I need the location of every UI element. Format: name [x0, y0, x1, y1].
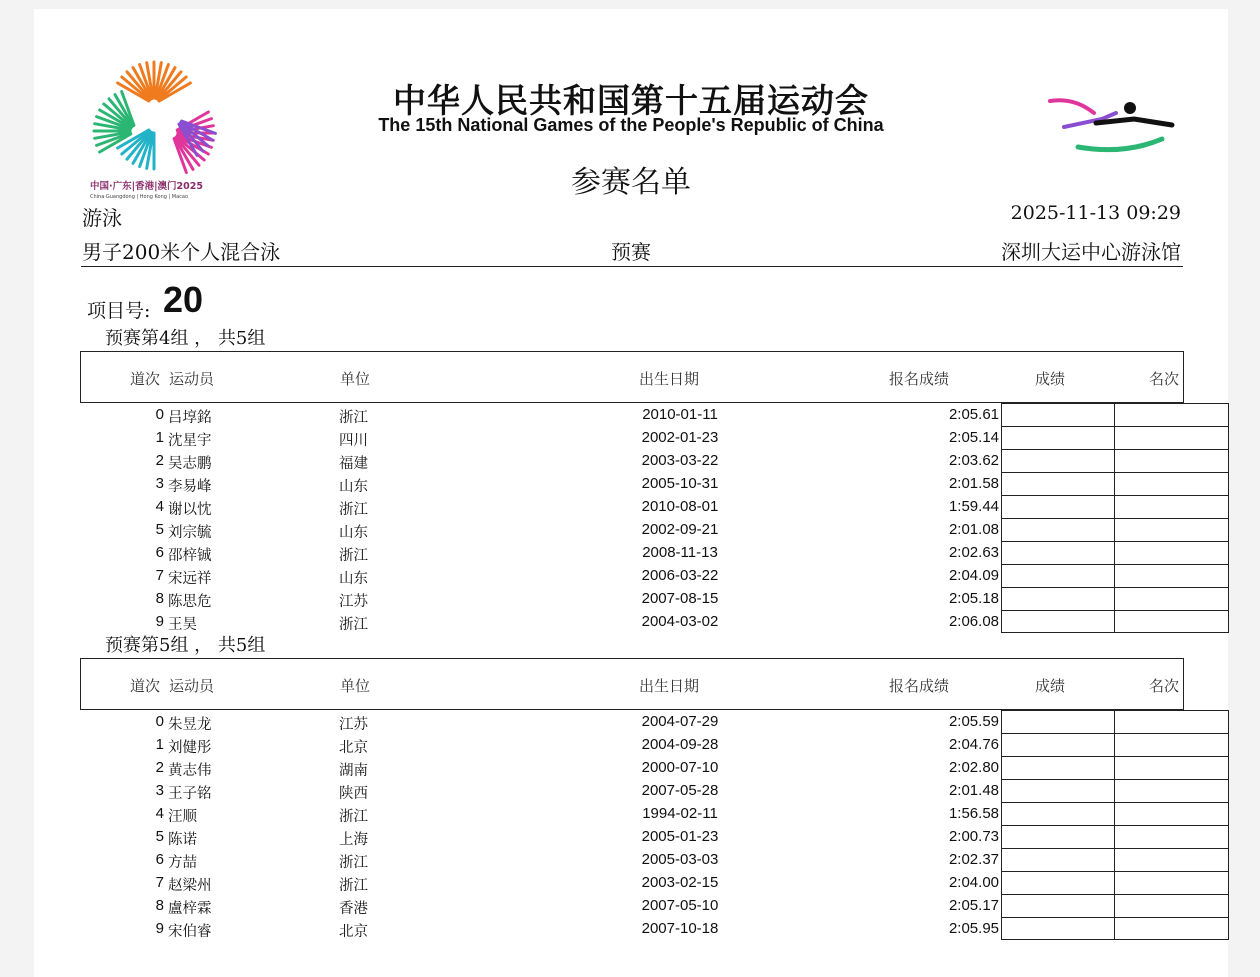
athlete-name: 陈思危: [168, 594, 212, 610]
birth-date: 2007-10-18: [641, 920, 719, 937]
entry-time: 2:05.61: [948, 406, 999, 423]
sport-label: 游泳: [82, 206, 122, 230]
rank-cell: [1115, 871, 1229, 894]
athlete-name: 刘宗毓: [168, 525, 212, 541]
table-row: [80, 403, 1184, 426]
athlete-unit: 浙江: [339, 548, 368, 564]
result-cell: [1001, 779, 1115, 802]
col-lane: 道次: [130, 677, 161, 695]
athlete-name: 宋伯睿: [168, 924, 212, 940]
athlete-name: 吴志鹏: [168, 456, 212, 472]
birth-date: 2005-10-31: [641, 475, 719, 492]
athlete-name: 邵梓铖: [168, 548, 212, 564]
games-title-cn: 中华人民共和国第十五届运动会: [393, 81, 869, 120]
lane-number: 5: [155, 521, 164, 538]
result-cell: [1001, 403, 1115, 426]
entry-time: 2:05.14: [948, 429, 999, 446]
birth-date: 2004-07-29: [641, 713, 719, 730]
athlete-name: 赵梁州: [168, 878, 212, 894]
birth-date: 2010-01-11: [642, 406, 718, 423]
lane-number: 7: [155, 874, 164, 891]
event-name: 男子200米个人混合泳: [82, 240, 281, 264]
entry-time: 2:04.09: [948, 567, 999, 584]
athlete-unit: 江苏: [339, 594, 368, 610]
birth-date: 2006-03-22: [641, 567, 719, 584]
athlete-unit: 浙江: [339, 809, 368, 825]
result-cell: [1001, 472, 1115, 495]
table-row: [80, 756, 1184, 779]
result-cell: [1001, 541, 1115, 564]
rank-cell: [1115, 518, 1229, 541]
col-athlete: 运动员: [169, 677, 215, 695]
birth-date: 2007-08-15: [641, 590, 719, 607]
heat-title: 预赛第4组 ， 共5组: [105, 328, 266, 349]
table-row: [80, 587, 1184, 610]
entry-time: 1:59.44: [948, 498, 999, 515]
athlete-name: 李易峰: [168, 479, 212, 495]
result-cell: [1001, 710, 1115, 733]
result-cell: [1001, 449, 1115, 472]
col-lane: 道次: [130, 370, 161, 388]
rank-cell: [1115, 564, 1229, 587]
logo-subtext: China·Guangdong | Hong Kong | Macao: [90, 194, 189, 200]
table-row: [80, 894, 1184, 917]
entry-time: 2:01.58: [948, 475, 999, 492]
athlete-unit: 福建: [339, 456, 368, 472]
event-number-label: 项目号:: [87, 300, 151, 322]
athlete-name: 黄志伟: [168, 763, 212, 779]
athlete-unit: 陕西: [339, 786, 368, 802]
col-rank: 名次: [1149, 677, 1180, 695]
table-row: [80, 610, 1184, 633]
table-row: [80, 449, 1184, 472]
result-cell: [1001, 564, 1115, 587]
table-row: [80, 848, 1184, 871]
athlete-unit: 江苏: [339, 717, 368, 733]
table-row: [80, 495, 1184, 518]
table-row: [80, 426, 1184, 449]
col-unit: 单位: [340, 370, 371, 388]
document-page: [34, 9, 1228, 977]
rank-cell: [1115, 756, 1229, 779]
entry-time: 2:04.76: [948, 736, 999, 753]
table-row: [80, 518, 1184, 541]
games-title-en: The 15th National Games of the People's Republic of China: [378, 115, 884, 135]
rank-cell: [1115, 779, 1229, 802]
rank-cell: [1115, 426, 1229, 449]
athlete-name: 沈星宇: [168, 433, 212, 449]
entry-time: 2:02.37: [948, 851, 999, 868]
rank-cell: [1115, 825, 1229, 848]
athlete-unit: 四川: [339, 433, 368, 449]
lane-number: 0: [155, 406, 164, 423]
lane-number: 5: [155, 828, 164, 845]
entry-time: 2:06.08: [948, 613, 999, 630]
print-datetime: 2025-11-13 09:29: [1010, 202, 1181, 224]
event-number: 20: [163, 279, 204, 320]
athlete-unit: 浙江: [339, 410, 368, 426]
athlete-unit: 香港: [339, 901, 368, 917]
rank-cell: [1115, 917, 1229, 940]
entry-time: 2:04.00: [948, 874, 999, 891]
entry-time: 2:05.95: [948, 920, 999, 937]
athlete-name: 王昊: [168, 617, 197, 633]
birth-date: 2000-07-10: [641, 759, 719, 776]
birth-date: 2002-09-21: [641, 521, 719, 538]
athlete-name: 谢以忱: [168, 502, 212, 518]
athlete-name: 刘健彤: [168, 740, 212, 756]
lane-number: 8: [155, 897, 164, 914]
rank-cell: [1115, 894, 1229, 917]
athlete-unit: 北京: [339, 924, 368, 940]
rank-cell: [1115, 610, 1229, 633]
athlete-unit: 山东: [339, 479, 368, 495]
lane-number: 4: [155, 805, 164, 822]
birth-date: 2002-01-23: [641, 429, 719, 446]
result-cell: [1001, 518, 1115, 541]
lane-number: 3: [155, 475, 164, 492]
table-row: [80, 917, 1184, 940]
lane-number: 9: [155, 613, 164, 630]
lane-number: 2: [155, 759, 164, 776]
athlete-name: 陈诺: [168, 832, 197, 848]
table-row: [80, 564, 1184, 587]
rank-cell: [1115, 541, 1229, 564]
birth-date: 2003-03-22: [641, 452, 719, 469]
birth-date: 2003-02-15: [641, 874, 719, 891]
col-athlete: 运动员: [169, 370, 215, 388]
birth-date: 2010-08-01: [641, 498, 719, 515]
result-cell: [1001, 825, 1115, 848]
entry-time: 1:56.58: [948, 805, 999, 822]
rank-cell: [1115, 710, 1229, 733]
lane-number: 7: [155, 567, 164, 584]
result-cell: [1001, 756, 1115, 779]
col-dob: 出生日期: [639, 370, 700, 388]
table-row: [80, 871, 1184, 894]
birth-date: 1994-02-11: [642, 805, 718, 822]
entry-time: 2:05.17: [948, 897, 999, 914]
entry-time: 2:02.63: [948, 544, 999, 561]
table-header: [80, 351, 1184, 403]
rank-cell: [1115, 403, 1229, 426]
result-cell: [1001, 894, 1115, 917]
athlete-unit: 浙江: [339, 617, 368, 633]
lane-number: 4: [155, 498, 164, 515]
result-cell: [1001, 848, 1115, 871]
entry-time: 2:05.59: [948, 713, 999, 730]
birth-date: 2008-11-13: [642, 544, 718, 561]
entry-time: 2:03.62: [948, 452, 999, 469]
lane-number: 0: [155, 713, 164, 730]
table-row: [80, 825, 1184, 848]
table-row: [80, 472, 1184, 495]
entry-time: 2:01.48: [948, 782, 999, 799]
lane-number: 8: [155, 590, 164, 607]
entry-time: 2:01.08: [948, 521, 999, 538]
round-name: 预赛: [611, 240, 651, 264]
athlete-unit: 山东: [339, 571, 368, 587]
athlete-unit: 山东: [339, 525, 368, 541]
birth-date: 2004-09-28: [641, 736, 719, 753]
lane-number: 6: [155, 544, 164, 561]
lane-number: 1: [155, 429, 164, 446]
lane-number: 3: [155, 782, 164, 799]
result-cell: [1001, 871, 1115, 894]
athlete-name: 吕埻銘: [168, 410, 212, 426]
result-cell: [1001, 733, 1115, 756]
athlete-name: 方喆: [168, 855, 197, 871]
result-cell: [1001, 426, 1115, 449]
athlete-name: 朱昱龙: [168, 717, 212, 733]
entry-time: 2:05.18: [948, 590, 999, 607]
col-rank: 名次: [1149, 370, 1180, 388]
col-entry: 报名成绩: [889, 370, 950, 388]
athlete-name: 盧梓霖: [168, 901, 212, 917]
result-cell: [1001, 495, 1115, 518]
athlete-name: 汪顺: [168, 809, 197, 825]
athlete-unit: 浙江: [339, 855, 368, 871]
birth-date: 2005-03-03: [641, 851, 719, 868]
athlete-unit: 浙江: [339, 502, 368, 518]
result-cell: [1001, 802, 1115, 825]
result-cell: [1001, 587, 1115, 610]
rank-cell: [1115, 802, 1229, 825]
rank-cell: [1115, 495, 1229, 518]
rank-cell: [1115, 848, 1229, 871]
header-divider: [81, 266, 1183, 267]
birth-date: 2007-05-10: [641, 897, 719, 914]
table-row: [80, 779, 1184, 802]
document-title: 参赛名单: [571, 165, 691, 200]
athlete-unit: 上海: [339, 832, 368, 848]
col-result: 成绩: [1035, 677, 1066, 695]
athlete-unit: 湖南: [339, 763, 368, 779]
heat-title: 预赛第5组 ， 共5组: [105, 635, 266, 656]
rank-cell: [1115, 733, 1229, 756]
entry-time: 2:00.73: [948, 828, 999, 845]
table-row: [80, 710, 1184, 733]
athlete-unit: 浙江: [339, 878, 368, 894]
table-row: [80, 541, 1184, 564]
lane-number: 9: [155, 920, 164, 937]
table-header: [80, 658, 1184, 710]
col-unit: 单位: [340, 677, 371, 695]
lane-number: 2: [155, 452, 164, 469]
athlete-name: 王子铭: [168, 786, 212, 802]
lane-number: 6: [155, 851, 164, 868]
col-entry: 报名成绩: [889, 677, 950, 695]
table-row: [80, 733, 1184, 756]
table-row: [80, 802, 1184, 825]
athlete-name: 宋远祥: [168, 571, 212, 587]
entry-time: 2:02.80: [948, 759, 999, 776]
birth-date: 2005-01-23: [641, 828, 719, 845]
col-result: 成绩: [1035, 370, 1066, 388]
venue-name: 深圳大运中心游泳馆: [1001, 240, 1181, 264]
logo-text: 中国·广东|香港|澳门2025: [90, 181, 203, 192]
birth-date: 2004-03-02: [641, 613, 719, 630]
rank-cell: [1115, 449, 1229, 472]
lane-number: 1: [155, 736, 164, 753]
rank-cell: [1115, 587, 1229, 610]
col-dob: 出生日期: [639, 677, 700, 695]
result-cell: [1001, 917, 1115, 940]
rank-cell: [1115, 472, 1229, 495]
birth-date: 2007-05-28: [641, 782, 719, 799]
swimming-pictogram-icon: [1044, 89, 1194, 169]
athlete-unit: 北京: [339, 740, 368, 756]
result-cell: [1001, 610, 1115, 633]
